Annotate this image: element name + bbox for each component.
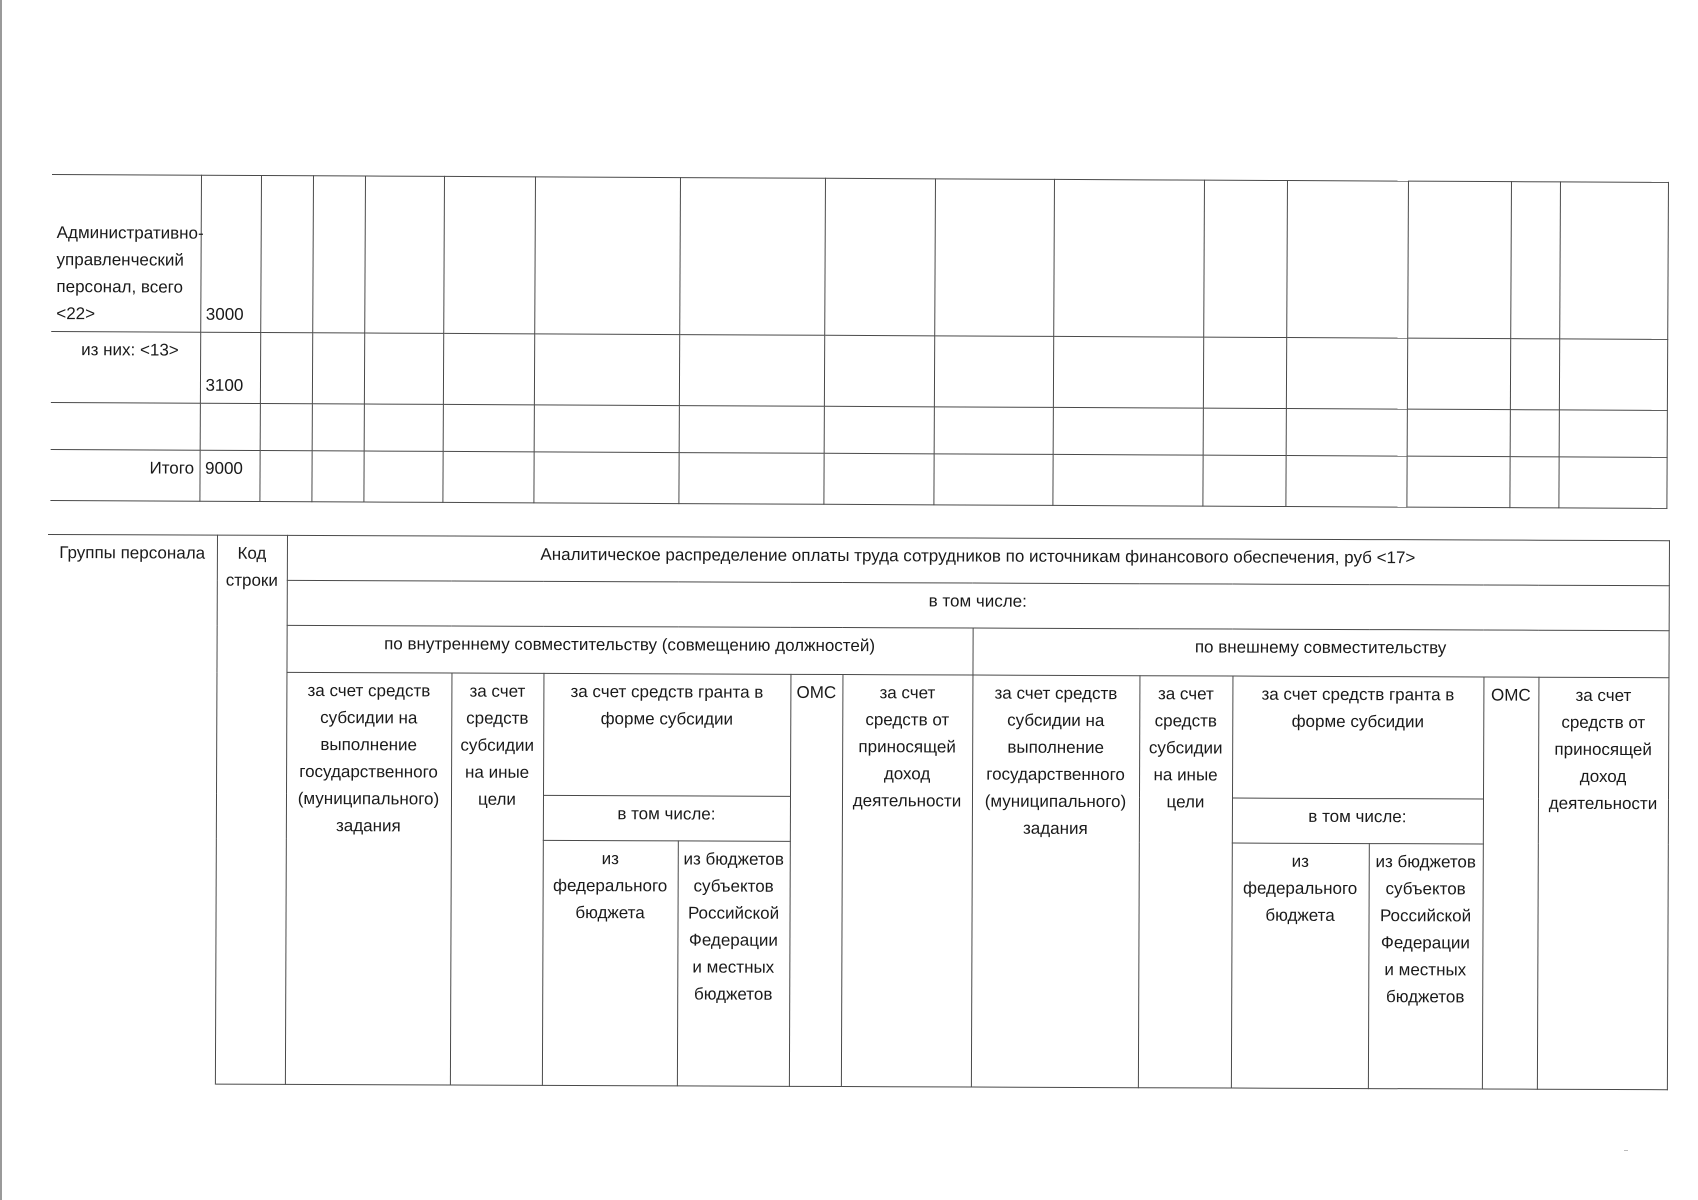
cell [934,336,1053,408]
cell [312,404,364,451]
code-header: Код строки [215,535,287,1084]
cell [443,333,534,404]
cell [1286,338,1407,410]
cell [1510,410,1559,457]
cell [534,405,679,453]
cell [1203,408,1286,455]
cell [363,451,442,502]
cell [1558,457,1666,509]
row-label: Административно-управленческий персонал, всего <22> [51,175,201,333]
cell [1407,338,1510,410]
col-regional: из бюджетов субъектов Российской Федерации и местных бюджетов [677,840,790,1085]
row-code [200,403,260,450]
page-left-edge [0,0,2,1200]
cell [824,178,935,336]
cell [824,406,934,454]
header-row [48,535,1669,586]
row-label [51,402,200,450]
cell [1053,179,1204,337]
cell [1509,457,1558,508]
cell [1286,409,1407,457]
cell [312,176,365,333]
cell [1053,336,1203,408]
col-subsidy-other: за счет средств субсидии на иные цели [1138,676,1233,1088]
col-grant-in-total: в том числе: [543,795,790,841]
table-row [50,449,1666,508]
cell [534,177,680,335]
external-header: по внешнему совместительству [972,628,1668,678]
col-grant-in-total: в том числе: [1232,798,1483,844]
cell [933,454,1052,506]
cell [364,404,443,451]
cell [1559,410,1667,458]
cell [1285,456,1406,508]
cell [364,176,444,333]
col-grant: за счет средств гранта в форме субсидии [1232,676,1483,798]
table-row [51,175,1668,340]
cell [1053,407,1203,455]
cell [1510,182,1560,339]
internal-header: по внутреннему совместительству (совмещению должностей) [286,625,972,675]
cell [1407,409,1510,457]
cell [678,453,823,505]
col-income: за счет средств от приносящей доход деятельности [841,675,973,1087]
cell [1052,454,1202,506]
col-subsidy-other: за счет средств субсидии на иные цели [450,673,544,1085]
header-row [48,579,1669,630]
col-regional: из бюджетов субъектов Российской Федерации и местных бюджетов [1368,843,1483,1088]
cell [533,452,678,504]
col-subsidy-task: за счет средств субсидии на выполнение государственного (муниципального) задания [971,675,1140,1087]
cell [1407,181,1511,339]
cell [1406,456,1509,508]
table-row [51,331,1667,410]
cell [823,453,933,505]
cell [260,404,312,451]
cell [679,335,824,407]
cell [1510,339,1559,410]
cell [1559,182,1668,340]
cell [312,333,364,404]
cell [260,333,312,404]
col-federal: из федерального бюджета [542,840,678,1086]
header-row [47,624,1668,677]
header-row [47,671,1668,799]
cell [311,451,363,502]
row-code: 9000 [199,450,259,501]
cell [364,333,443,404]
col-federal: из федерального бюджета [1231,843,1369,1089]
cell [1203,337,1286,408]
col-grant: за счет средств гранта в форме субсидии [543,673,790,795]
col-income: за счет средств от приносящей доход деятельности [1537,677,1669,1089]
cell [534,334,679,406]
cell [679,406,824,454]
cell [934,179,1054,337]
in-total-header: в том числе: [287,580,1669,630]
table-row [51,402,1667,457]
cell [260,176,313,333]
cell [824,335,934,407]
cell [1202,455,1285,506]
col-oms: ОМС [1482,677,1539,1089]
main-header: Аналитическое распределение оплаты труда сотрудников по источникам финансового обеспечения, руб <17> [287,535,1669,585]
staff-table-header [46,534,1670,1090]
cell [1559,339,1667,411]
cell [443,176,535,333]
cell [934,407,1053,455]
row-label: Итого [50,449,199,501]
col-oms: ОМС [789,674,843,1086]
col-subsidy-task: за счет средств субсидии на выполнение государственного (муниципального) задания [285,672,452,1084]
scan-speck [1624,1150,1628,1151]
row-label: из них: <13> [51,331,200,403]
cell [442,451,533,502]
cell [679,178,825,336]
staff-table-top [50,174,1668,509]
cell [1286,181,1408,339]
cell [259,451,311,502]
groups-header: Группы персонала [46,535,217,1084]
cell [443,404,534,451]
row-code: 3000 [200,175,261,332]
cell [1203,180,1287,337]
row-code: 3100 [200,332,260,403]
